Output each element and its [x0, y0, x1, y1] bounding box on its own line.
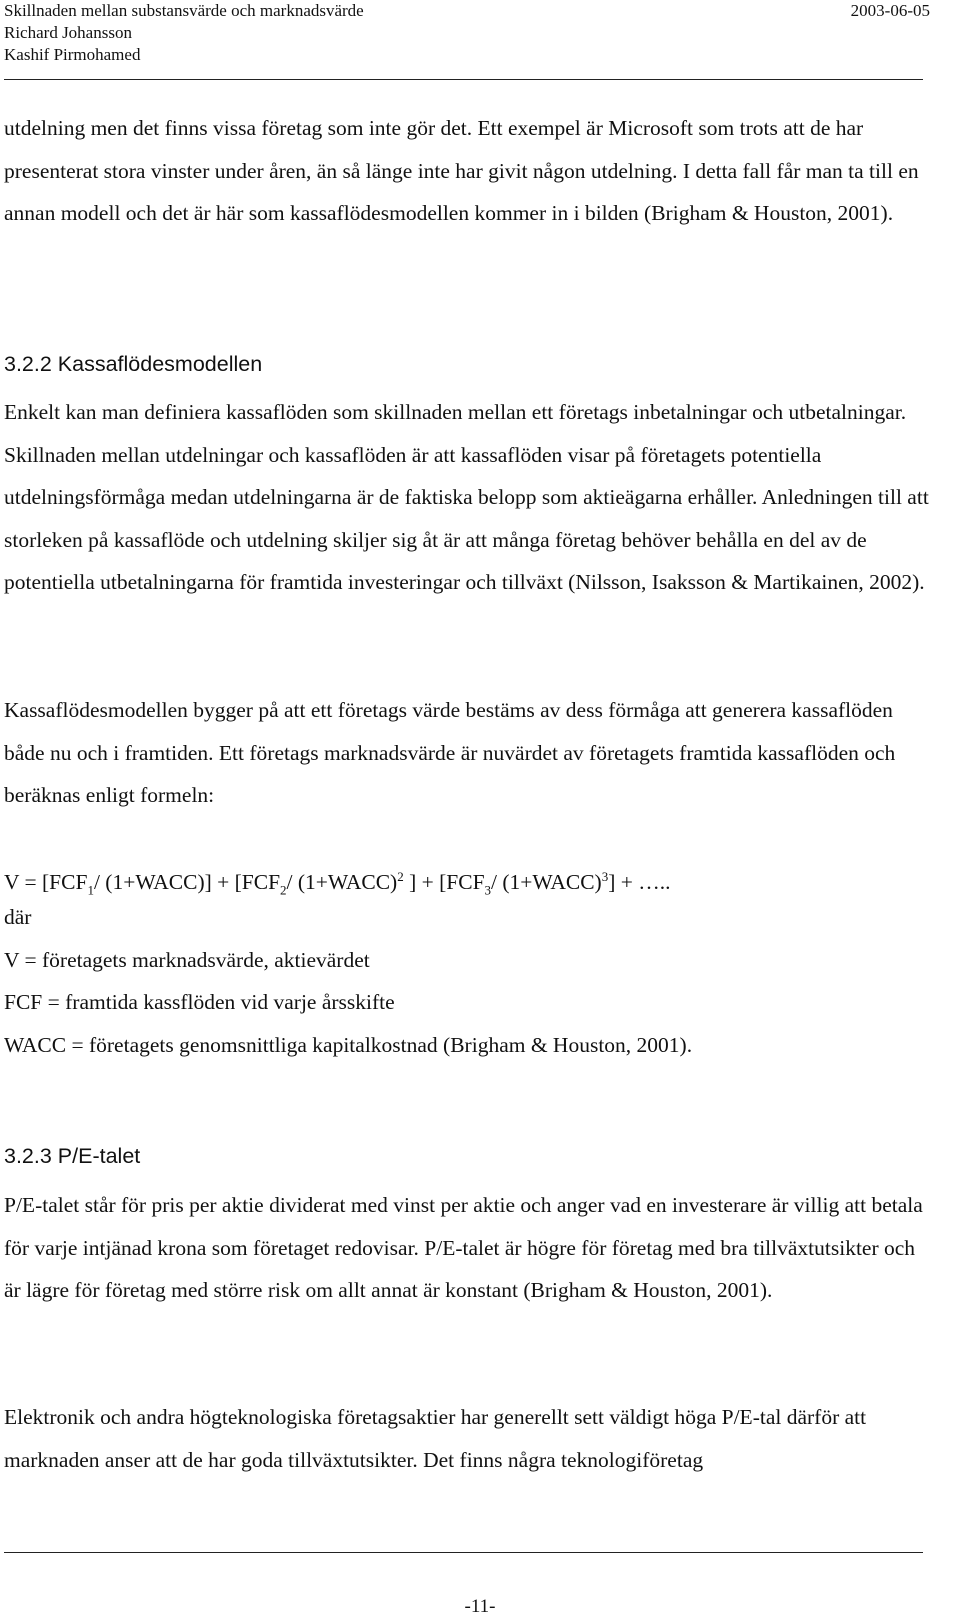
- header-title: Skillnaden mellan substansvärde och marknadsvärde: [4, 1, 364, 20]
- footer-rule: [4, 1552, 923, 1553]
- kassaflode-paragraph-1: Enkelt kan man definiera kassaflöden som skillnaden mellan ett företags inbetalningar och utbetalningar. Skillnaden mellan utdelningar och kassaflöden är att kassaflöden visar på företagets potentiella utdelningsförmåga medan utdelningarna är de faktiska belopp som aktieägarna erhåller. Anledningen till att storleken på kassaflöde och utdelning skiljer sig åt är att många företag behöver behålla en del av de potentiella utbetalningarna för framtida investeringar och tillväxt (Nilsson, Isaksson & Martikainen, 2002).: [4, 400, 929, 594]
- intro-paragraph: utdelning men det finns vissa företag som inte gör det. Ett exempel är Microsoft som trots att de har presenterat stora vinster under åren, än så länge inte har givit någon utdelning. I detta fall får man ta till en annan modell och det är här som kassaflödesmodellen kommer in i bilden (Brigham & Houston, 2001).: [4, 116, 919, 225]
- section-heading-kassaflodesmodellen: 3.2.2 Kassaflödesmodellen: [4, 352, 263, 376]
- kassaflode-paragraph-2: Kassaflödesmodellen bygger på att ett företags värde bestäms av dess förmåga att generera kassaflöden både nu och i framtiden. Ett företags marknadsvärde är nuvärdet av företagets framtida kassaflöden och beräknas enligt formeln:: [4, 698, 896, 807]
- header-rule: [4, 79, 923, 80]
- page-header: [4, 0, 930, 66]
- header-author: Richard Johansson: [4, 23, 132, 42]
- header-author: Kashif Pirmohamed: [4, 45, 141, 64]
- where-label: där: [4, 905, 32, 929]
- dcf-formula: $V = [FCF_1/$ (1+WACC)] + [$FCF_2/$ (1+WACC)$^2$ ] + [$FCF_3/$ (1+WACC)$^3$] + …..: [4, 869, 671, 898]
- page-number: -11-: [464, 1596, 496, 1617]
- header-date: 2003-06-05: [850, 1, 930, 20]
- section-heading-pe-talet: 3.2.3 P/E-talet: [4, 1144, 141, 1168]
- pe-paragraph-1: P/E-talet står för pris per aktie dividerat med vinst per aktie och anger vad en investerare är villig att betala för varje intjänad krona som företaget redovisar. P/E-talet är högre för företag med bra tillväxtutsikter och är lägre för företag med större risk om allt annat är konstant (Brigham & Houston, 2001).: [4, 1193, 923, 1302]
- definition-wacc: WACC = företagets genomsnittliga kapitalkostnad (Brigham & Houston, 2001).: [4, 1032, 693, 1057]
- formula-definitions: [4, 896, 934, 1066]
- definition-fcf: FCF = framtida kassflöden vid varje årsskifte: [4, 990, 395, 1014]
- definition-v: V = företagets marknadsvärde, aktievärdet: [4, 947, 370, 972]
- pe-paragraph-2: Elektronik och andra högteknologiska företagsaktier har generellt sett väldigt höga P/E-tal därför att marknaden anser att de har goda tillväxtutsikter. Det finns några teknologiföretag: [4, 1405, 867, 1472]
